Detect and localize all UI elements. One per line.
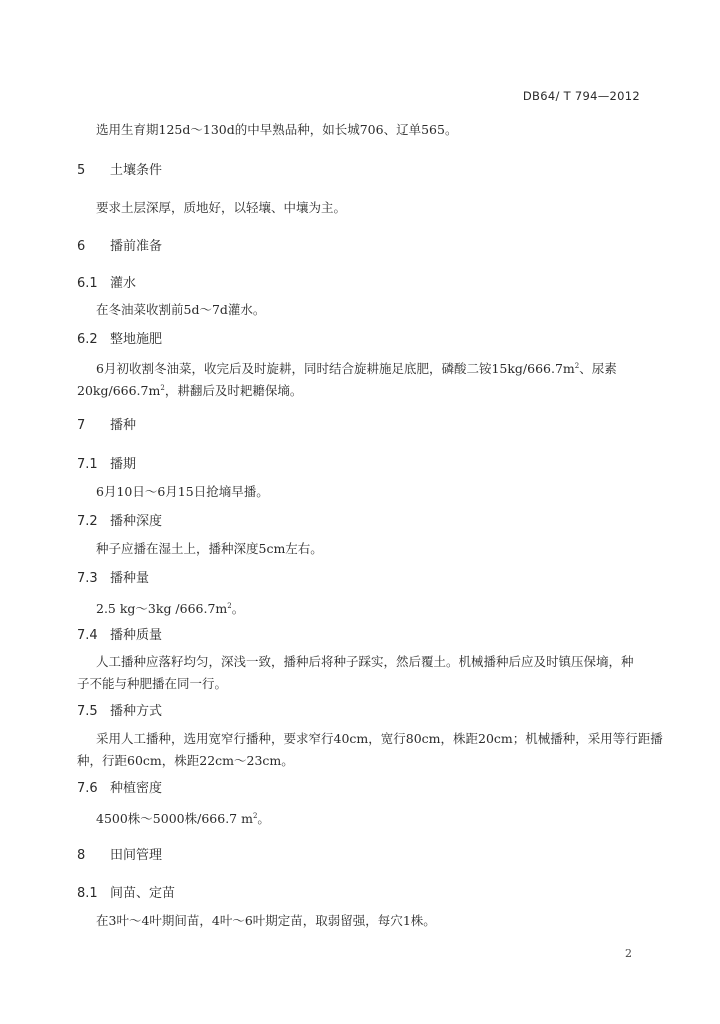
section-title: 间苗、定苗 xyxy=(110,886,176,901)
section-8-heading xyxy=(77,848,162,864)
section-7-heading xyxy=(77,418,136,434)
paragraph-sowing-rate xyxy=(96,598,244,617)
paragraph-irrigation: 在冬油菜收割前5d～7d灌水。 xyxy=(96,302,266,317)
superscript: 2 xyxy=(160,384,165,392)
paragraph-soil: 要求土层深厚，质地好，以轻壤、中壤为主。 xyxy=(96,200,347,215)
paragraph-variety: 选用生育期125d～130d的中早熟品种，如长城706、辽单565。 xyxy=(96,122,458,137)
superscript: 2 xyxy=(227,602,232,610)
section-title: 播种深度 xyxy=(110,514,163,529)
section-title: 播种量 xyxy=(110,571,150,586)
paragraph-sowing-date: 6月10日～6月15日抢墒早播。 xyxy=(96,484,269,499)
section-7-3-heading xyxy=(77,571,149,587)
section-6-1-heading xyxy=(77,276,136,292)
section-number: 7.3 xyxy=(77,571,98,586)
section-title: 土壤条件 xyxy=(110,163,163,178)
text-run: 2.5 kg～3kg /666.7m xyxy=(96,601,228,617)
section-8-1-heading xyxy=(77,886,175,902)
document-code: DB64/ T 794—2012 xyxy=(522,89,640,103)
section-7-5-heading xyxy=(77,704,162,720)
section-5-heading xyxy=(77,163,162,179)
section-6-heading xyxy=(77,239,162,255)
section-number: 7.6 xyxy=(77,781,98,796)
section-6-2-heading xyxy=(77,332,162,348)
paragraph-thinning: 在3叶～4叶期间苗，4叶～6叶期定苗，取弱留强，每穴1株。 xyxy=(96,913,436,928)
section-title: 灌水 xyxy=(110,276,137,291)
page-number: 2 xyxy=(625,947,632,960)
section-7-4-heading xyxy=(77,628,162,644)
section-number: 7 xyxy=(77,418,86,433)
section-number: 6 xyxy=(77,239,86,254)
paragraph-planting-density xyxy=(96,808,270,827)
section-number: 7.2 xyxy=(77,514,98,529)
section-number: 6.1 xyxy=(77,276,98,291)
section-number: 7.4 xyxy=(77,628,98,643)
paragraph-fertilizing-line2 xyxy=(77,380,302,399)
section-title: 播种质量 xyxy=(110,628,163,643)
text-run: 。 xyxy=(231,601,245,617)
paragraph-sowing-quality-line1: 人工播种应落籽均匀，深浅一致，播种后将种子踩实，然后覆土。机械播种后应及时镇压保墒，种 xyxy=(96,654,634,669)
superscript: 2 xyxy=(574,362,580,370)
section-number: 8.1 xyxy=(77,886,98,901)
paragraph-fertilizing-line1 xyxy=(96,358,617,377)
section-7-1-heading xyxy=(77,457,136,473)
section-number: 6.2 xyxy=(77,332,98,347)
paragraph-sowing-method-line1: 采用人工播种，选用宽窄行播种，要求窄行40cm，宽行80cm，株距20cm；机械播种，采用等行距播 xyxy=(96,731,663,746)
text-run: 20kg/666.7m xyxy=(77,383,161,399)
section-7-2-heading xyxy=(77,514,162,530)
section-title: 整地施肥 xyxy=(110,332,163,347)
section-number: 8 xyxy=(77,848,86,863)
section-number: 7.5 xyxy=(77,704,98,719)
paragraph-sowing-depth: 种子应播在湿土上，播种深度5cm左右。 xyxy=(96,541,323,556)
section-title: 播种 xyxy=(110,418,137,433)
text-run: 。 xyxy=(257,811,270,827)
superscript: 2 xyxy=(252,812,258,820)
text-run: 4500株～5000株/666.7 m xyxy=(96,811,253,827)
section-number: 5 xyxy=(77,163,86,178)
section-title: 种植密度 xyxy=(110,781,163,796)
paragraph-sowing-method-line2: 种，行距60cm，株距22cm～23cm。 xyxy=(77,753,294,768)
section-title: 播期 xyxy=(110,457,137,472)
text-run: 、尿素 xyxy=(579,361,617,377)
section-title: 播前准备 xyxy=(110,239,163,254)
section-number: 7.1 xyxy=(77,457,98,472)
text-run: 6月初收割冬油菜，收完后及时旋耕，同时结合旋耕施足底肥，磷酸二铵15kg/666.7m xyxy=(96,361,575,377)
paragraph-sowing-quality-line2: 子不能与种肥播在同一行。 xyxy=(77,676,228,691)
section-title: 田间管理 xyxy=(110,848,163,863)
section-title: 播种方式 xyxy=(110,704,163,719)
section-7-6-heading xyxy=(77,781,162,797)
text-run: ，耕翻后及时耙耱保墒。 xyxy=(164,383,303,399)
